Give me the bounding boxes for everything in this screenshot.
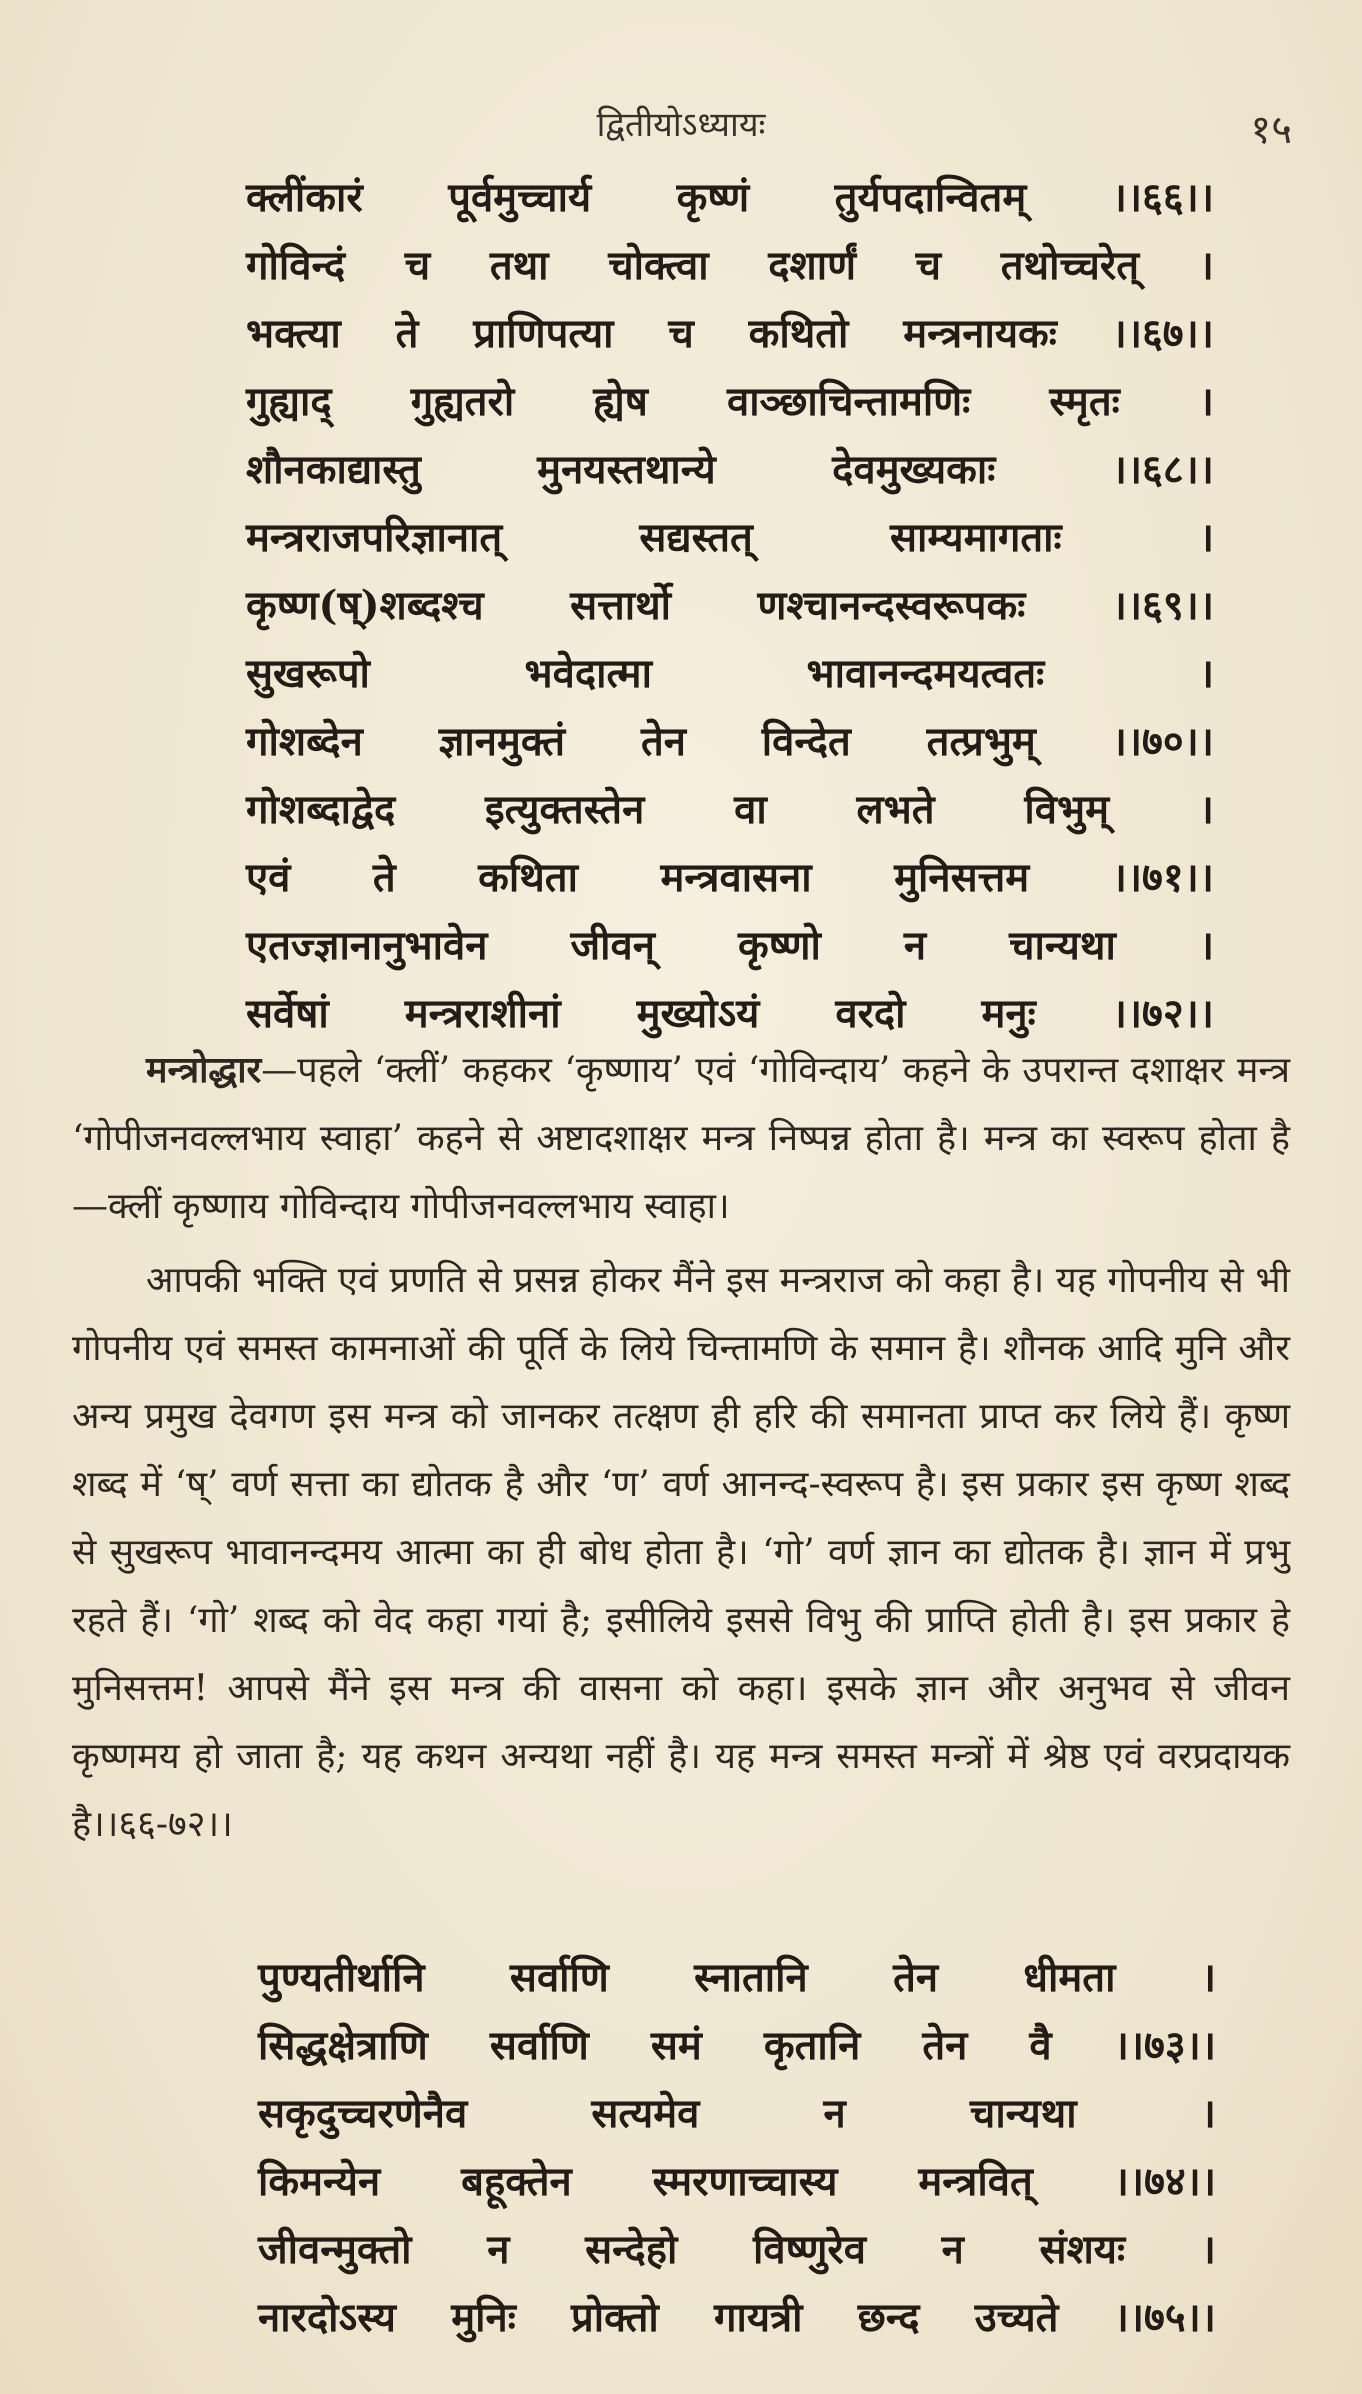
verse-word: मुनिसत्तम — [894, 854, 1030, 901]
verse-word: समं — [650, 2022, 702, 2069]
verse-word: मन्त्रवित् — [918, 2158, 1033, 2205]
verse-word: । — [1200, 1954, 1216, 2001]
verse-word: न — [903, 922, 927, 969]
verse-word: इत्युक्तस्तेन — [485, 786, 645, 833]
verse-word: सद्यस्तत् — [639, 514, 753, 561]
verse-word: सत्तार्थो — [570, 582, 672, 629]
verse-word: मुख्योऽयं — [636, 990, 760, 1037]
verse-word: ।।६६।। — [1111, 174, 1214, 221]
verse-word: छन्द — [857, 2294, 920, 2341]
verse-word: तेन — [640, 718, 686, 765]
verse-word: सिद्धक्षेत्राणि — [258, 2022, 428, 2069]
verse-word: कृष्णं — [676, 174, 750, 221]
verse-line — [258, 2220, 1216, 2288]
verse-word: स्मृतः — [1049, 378, 1120, 425]
verse-word: विन्देत — [761, 718, 851, 765]
verse-word: प्रोक्तो — [571, 2294, 659, 2341]
verse-word: नारदोऽस्य — [258, 2294, 396, 2341]
verse-word: णश्चानन्दस्वरूपकः — [757, 582, 1026, 629]
commentary — [72, 1036, 1290, 1859]
verse-word: सर्वाणि — [509, 1954, 609, 2001]
verse-word: कृतानि — [763, 2022, 861, 2069]
verse-word: वै — [1029, 2022, 1052, 2069]
verse-word: सुखरूपो — [246, 650, 370, 697]
verse-word: स्मरणाच्चास्य — [652, 2158, 838, 2205]
verse-word: विष्णुरेव — [753, 2226, 866, 2273]
verse-word: वा — [734, 786, 767, 833]
verse-word: ।।७०।। — [1111, 718, 1214, 765]
verse-line — [258, 2152, 1216, 2220]
verse-word: एतज्ज्ञानानुभावेन — [246, 922, 488, 969]
verse-word: च — [915, 242, 942, 289]
verse-word: मन्त्रवासना — [660, 854, 812, 901]
verse-word: न — [941, 2226, 964, 2273]
verse-line — [246, 168, 1214, 236]
verse-block-bottom — [258, 1948, 1216, 2356]
verse-word: गोशब्देन — [246, 718, 363, 765]
verse-word: चान्यथा — [1009, 922, 1116, 969]
verse-line — [246, 644, 1214, 712]
verse-word: ।।६९।। — [1111, 582, 1214, 629]
verse-word: तथोच्चरेत् — [1000, 242, 1140, 289]
verse-word: प्राणिपत्या — [473, 310, 614, 357]
verse-word: क्लींकारं — [246, 174, 363, 221]
verse-word: उच्यते — [974, 2294, 1059, 2341]
verse-word: सन्देहो — [585, 2226, 678, 2273]
verse-word: कथिता — [478, 854, 578, 901]
verse-word: तथा — [489, 242, 549, 289]
verse-word: सकृदुच्चरणेनैव — [258, 2090, 468, 2137]
verse-word: न — [487, 2226, 510, 2273]
commentary-para-2-text: आपकी भक्ति एवं प्रणति से प्रसन्न होकर मैंने इस मन्त्रराज को कहा है। यह गोपनीय से भी गोपनीय एवं समस्त कामनाओं की पूर्ति के लिये चिन्तामणि के समान है। शौनक आदि मुनि और अन्य प्रमुख देवगण इस मन्त्र को जानकर तत्क्षण ही हरि की समानता प्राप्त कर लिये हैं। कृष्ण शब्द में ‘ष्’ वर्ण सत्ता का द्योतक है और ‘ण’ वर्ण आनन्द-स्वरूप है। इस प्रकार इस कृष्ण शब्द से सुखरूप भावानन्दमय आत्मा का ही बोध होता है। ‘गो’ वर्ण ज्ञान का द्योतक है। ज्ञान में प्रभु रहते हैं। ‘गो’ शब्द को वेद कहा गयां है; इसीलिये इससे विभु की प्राप्ति होती है। इस प्रकार हे मुनिसत्तम! आपसे मैंने इस मन्त्र की वासना को कहा। इसके ज्ञान और अनुभव से जीवन कृष्णमय हो जाता है; यह कथन अन्यथा नहीं है। यह मन्त्र समस्त मन्त्रों में श्रेष्ठ एवं वरप्रदायक है।।६६-७२।। — [72, 1260, 1290, 1845]
verse-word: । — [1198, 514, 1214, 561]
verse-word: जीवन्मुक्तो — [258, 2226, 412, 2273]
verse-word: स्नातानि — [694, 1954, 808, 2001]
verse-word: ते — [372, 854, 396, 901]
verse-word: ।।७१।। — [1111, 854, 1214, 901]
verse-word: भक्त्या — [246, 310, 341, 357]
verse-word: धीमता — [1023, 1954, 1116, 2001]
verse-word: च — [668, 310, 694, 357]
verse-word: ।।६८।। — [1111, 446, 1214, 493]
verse-word: लभते — [856, 786, 935, 833]
verse-word: किमन्येन — [258, 2158, 381, 2205]
verse-word: । — [1198, 378, 1214, 425]
verse-word: संशयः — [1039, 2226, 1126, 2273]
verse-line — [246, 780, 1214, 848]
verse-word: बहूक्तेन — [461, 2158, 572, 2205]
verse-word: ते — [395, 310, 419, 357]
mantroddhar-heading: मन्त्रोद्धार — [146, 1049, 262, 1091]
verse-line — [246, 508, 1214, 576]
verse-word: । — [1200, 2226, 1216, 2273]
verse-word: च — [404, 242, 431, 289]
verse-word: भावानन्दमयत्वतः — [806, 650, 1045, 697]
verse-line — [246, 916, 1214, 984]
verse-word: तेन — [922, 2022, 968, 2069]
verse-line — [258, 2288, 1216, 2356]
verse-word: गोविन्दं — [246, 242, 346, 289]
verse-word: ।।७२।। — [1111, 990, 1214, 1037]
verse-word: भवेदात्मा — [524, 650, 652, 697]
verse-word: । — [1198, 786, 1214, 833]
verse-word: कृष्णो — [738, 922, 821, 969]
verse-word: सत्यमेव — [591, 2090, 700, 2137]
verse-line — [246, 372, 1214, 440]
verse-line — [258, 2084, 1216, 2152]
verse-word: । — [1200, 2090, 1216, 2137]
verse-word: ।।६७।। — [1111, 310, 1214, 357]
verse-line — [246, 848, 1214, 916]
verse-word: ।।७५।। — [1113, 2294, 1216, 2341]
verse-word: चान्यथा — [969, 2090, 1077, 2137]
verse-word: तुर्यपदान्वितम् — [834, 174, 1027, 221]
commentary-para-1-text: —पहले ‘क्लीं’ कहकर ‘कृष्णाय’ एवं ‘गोविन्दाय’ कहने के उपरान्त दशाक्षर मन्त्र ‘गोपीजनवल्लभाय स्वाहा’ कहने से अष्टादशाक्षर मन्त्र निष्पन्न होता है। मन्त्र का स्वरूप होता है—क्लीं कृष्णाय गोविन्दाय गोपीजनवल्लभाय स्वाहा। — [72, 1050, 1290, 1227]
verse-word: शौनकाद्यास्तु — [246, 446, 421, 493]
verse-word: एवं — [246, 854, 291, 901]
verse-word: तत्प्रभुम् — [926, 718, 1036, 765]
verse-word: ।।७३।। — [1113, 2022, 1216, 2069]
verse-word: मन्त्रराजपरिज्ञानात् — [246, 514, 503, 561]
commentary-para-1 — [72, 1036, 1290, 1241]
verse-word: ज्ञानमुक्तं — [438, 718, 566, 765]
verse-line — [246, 440, 1214, 508]
verse-line — [246, 576, 1214, 644]
verse-word: साम्यमागताः — [889, 514, 1062, 561]
verse-line — [246, 712, 1214, 780]
verse-word: पुण्यतीर्थानि — [258, 1954, 425, 2001]
verse-line — [246, 304, 1214, 372]
verse-word: वरदो — [835, 990, 906, 1037]
verse-word: सर्वाणि — [489, 2022, 589, 2069]
verse-word: गायत्री — [714, 2294, 803, 2341]
chapter-title: द्वितीयोऽध्यायः — [596, 105, 766, 145]
verse-line — [258, 2016, 1216, 2084]
verse-word: ह्येष — [593, 378, 648, 425]
verse-word: मुनयस्तथान्ये — [537, 446, 716, 493]
verse-word: जीवन् — [570, 922, 655, 969]
verse-word: । — [1198, 650, 1214, 697]
commentary-para-2 — [72, 1247, 1290, 1859]
verse-word: मन्त्रनायकः — [903, 310, 1057, 357]
verse-word: तेन — [893, 1954, 939, 2001]
page-number: १५ — [1250, 107, 1292, 153]
verse-word: मुनिः — [451, 2294, 516, 2341]
verse-word: मन्त्रराशीनां — [404, 990, 561, 1037]
verse-line — [258, 1948, 1216, 2016]
verse-word: । — [1198, 242, 1214, 289]
verse-word: मनुः — [981, 990, 1036, 1037]
verse-word: दशार्णं — [768, 242, 856, 289]
verse-word: विभुम् — [1024, 786, 1109, 833]
verse-word: न — [823, 2090, 846, 2137]
verse-word: सर्वेषां — [246, 990, 329, 1037]
verse-word: देवमुख्यकाः — [832, 446, 996, 493]
verse-word: गुह्याद् — [246, 378, 332, 425]
verse-block-top — [246, 168, 1214, 1052]
page-header — [70, 100, 1292, 153]
verse-word: पूर्वमुच्चार्य — [448, 174, 592, 221]
verse-word: कथितो — [748, 310, 849, 357]
verse-word: गोशब्दाद्वेद — [246, 786, 396, 833]
verse-word: चोक्त्वा — [608, 242, 709, 289]
verse-word: ।।७४।। — [1113, 2158, 1216, 2205]
verse-word: गुह्यतरो — [410, 378, 515, 425]
verse-word: कृष्ण(ष्)शब्दश्च — [246, 582, 484, 629]
verse-line — [246, 236, 1214, 304]
verse-word: वाञ्छाचिन्तामणिः — [726, 378, 971, 425]
verse-word: । — [1198, 922, 1214, 969]
